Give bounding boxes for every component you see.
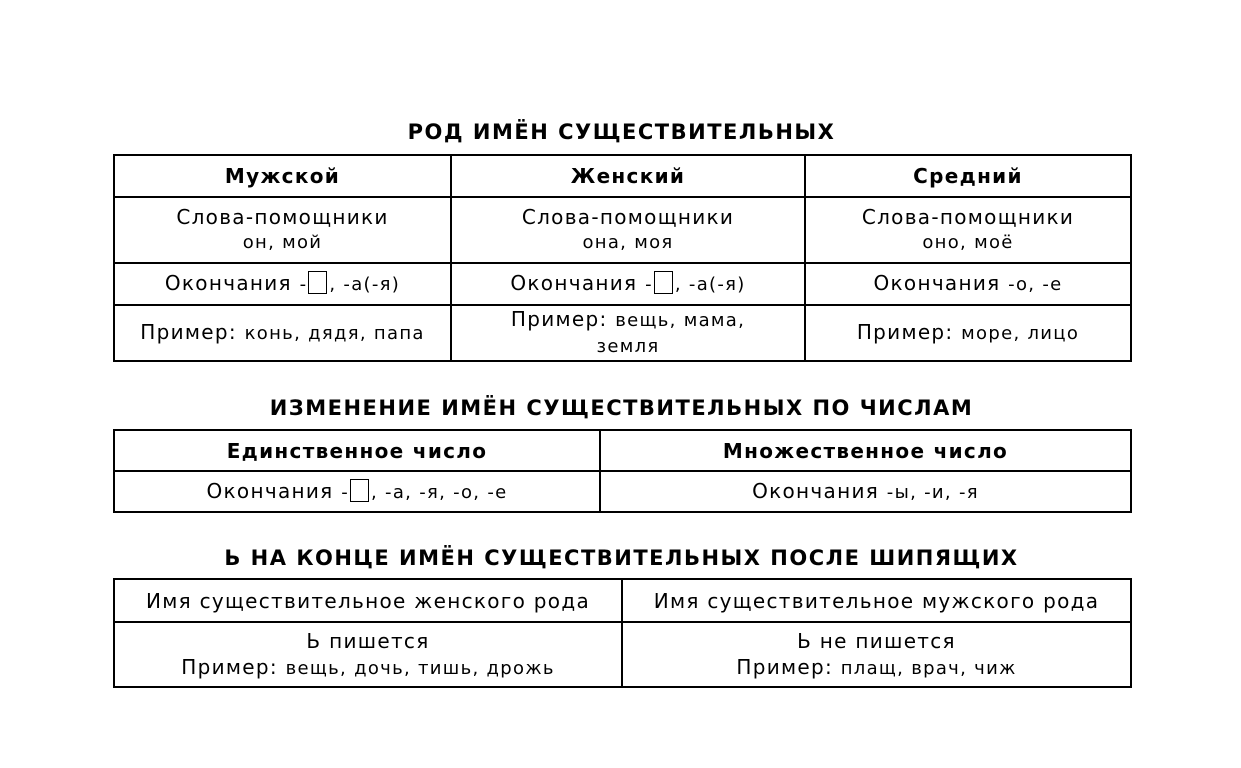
example-words: конь, дядя, папа — [244, 323, 425, 344]
header-masculine: Мужской — [114, 155, 451, 197]
gender-title: РОД ИМЁН СУЩЕСТВИТЕЛЬНЫХ — [407, 120, 836, 144]
endings-singular — [114, 471, 600, 512]
rule-text: Ь пишется — [306, 628, 430, 653]
example-label: Пример: — [181, 654, 278, 679]
helpers-words: она, моя — [582, 232, 674, 253]
example-words: море, лицо — [961, 323, 1080, 344]
helpers-feminine — [451, 197, 805, 263]
header-neuter: Средний — [805, 155, 1131, 197]
zero-ending-box — [350, 479, 369, 502]
endings-label: Окончания — [206, 478, 334, 503]
example-words-line2: земля — [596, 336, 660, 357]
example-row — [114, 305, 1131, 361]
helpers-label: Слова-помощники — [176, 205, 389, 229]
ending-suffix: , -а, -я, -о, -е — [370, 481, 508, 503]
soft-sign-table — [113, 578, 1132, 688]
example-words: вещь, дочь, тишь, дрожь — [285, 657, 555, 679]
ending-text: -о, -е — [1008, 274, 1063, 295]
endings-label: Окончания — [752, 478, 880, 503]
header-singular: Единственное число — [114, 430, 600, 471]
soft-sign-header-row — [114, 579, 1131, 622]
helpers-label: Слова-помощники — [861, 205, 1075, 229]
example-words: плащ, врач, чиж — [840, 657, 1017, 679]
helpers-row — [114, 197, 1131, 263]
helpers-neuter — [805, 197, 1131, 263]
endings-label: Окончания — [873, 271, 1001, 295]
gender-table — [113, 154, 1132, 362]
endings-plural — [600, 471, 1131, 512]
endings-row — [114, 263, 1131, 305]
helpers-words: он, мой — [242, 232, 323, 253]
helpers-words: оно, моё — [922, 232, 1014, 253]
soft-sign-rule-row — [114, 622, 1131, 687]
header-plural: Множественное число — [600, 430, 1131, 471]
example-label: Пример: — [736, 654, 834, 679]
header-feminine-noun: Имя существительное женского рода — [114, 579, 622, 622]
example-label: Пример: — [140, 320, 237, 344]
number-table — [113, 429, 1132, 513]
number-title: ИЗМЕНЕНИЕ ИМЁН СУЩЕСТВИТЕЛЬНЫХ ПО ЧИСЛАМ — [269, 396, 974, 420]
ending-text: -ы, -и, -я — [886, 481, 979, 503]
ending-prefix: - — [341, 481, 349, 503]
zero-ending-box — [308, 271, 327, 294]
helpers-label: Слова-помощники — [521, 205, 735, 229]
soft-sign-title: Ь НА КОНЦЕ ИМЁН СУЩЕСТВИТЕЛЬНЫХ ПОСЛЕ ШИПЯЩИХ — [224, 546, 1019, 570]
endings-label: Окончания — [164, 271, 292, 295]
number-endings-row — [114, 471, 1131, 512]
ending-suffix: , -а(-я) — [674, 274, 746, 295]
endings-neuter — [805, 263, 1131, 305]
rule-text: Ь не пишется — [797, 628, 956, 653]
zero-ending-box — [654, 271, 673, 294]
example-neuter — [805, 305, 1131, 361]
example-label: Пример: — [856, 320, 954, 344]
ending-suffix: , -а(-я) — [329, 274, 401, 295]
example-label: Пример: — [510, 307, 608, 331]
rule-feminine — [114, 622, 622, 687]
endings-label: Окончания — [510, 271, 638, 295]
gender-header-row — [114, 155, 1131, 197]
helpers-masculine — [114, 197, 451, 263]
example-words: вещь, мама, — [615, 310, 746, 331]
ending-prefix: - — [299, 274, 308, 295]
example-feminine — [451, 305, 805, 361]
number-header-row — [114, 430, 1131, 471]
endings-masculine — [114, 263, 451, 305]
ending-prefix: - — [645, 274, 653, 295]
header-feminine: Женский — [451, 155, 805, 197]
example-masculine — [114, 305, 451, 361]
endings-feminine — [451, 263, 805, 305]
rule-masculine — [622, 622, 1131, 687]
header-masculine-noun: Имя существительное мужского рода — [622, 579, 1131, 622]
